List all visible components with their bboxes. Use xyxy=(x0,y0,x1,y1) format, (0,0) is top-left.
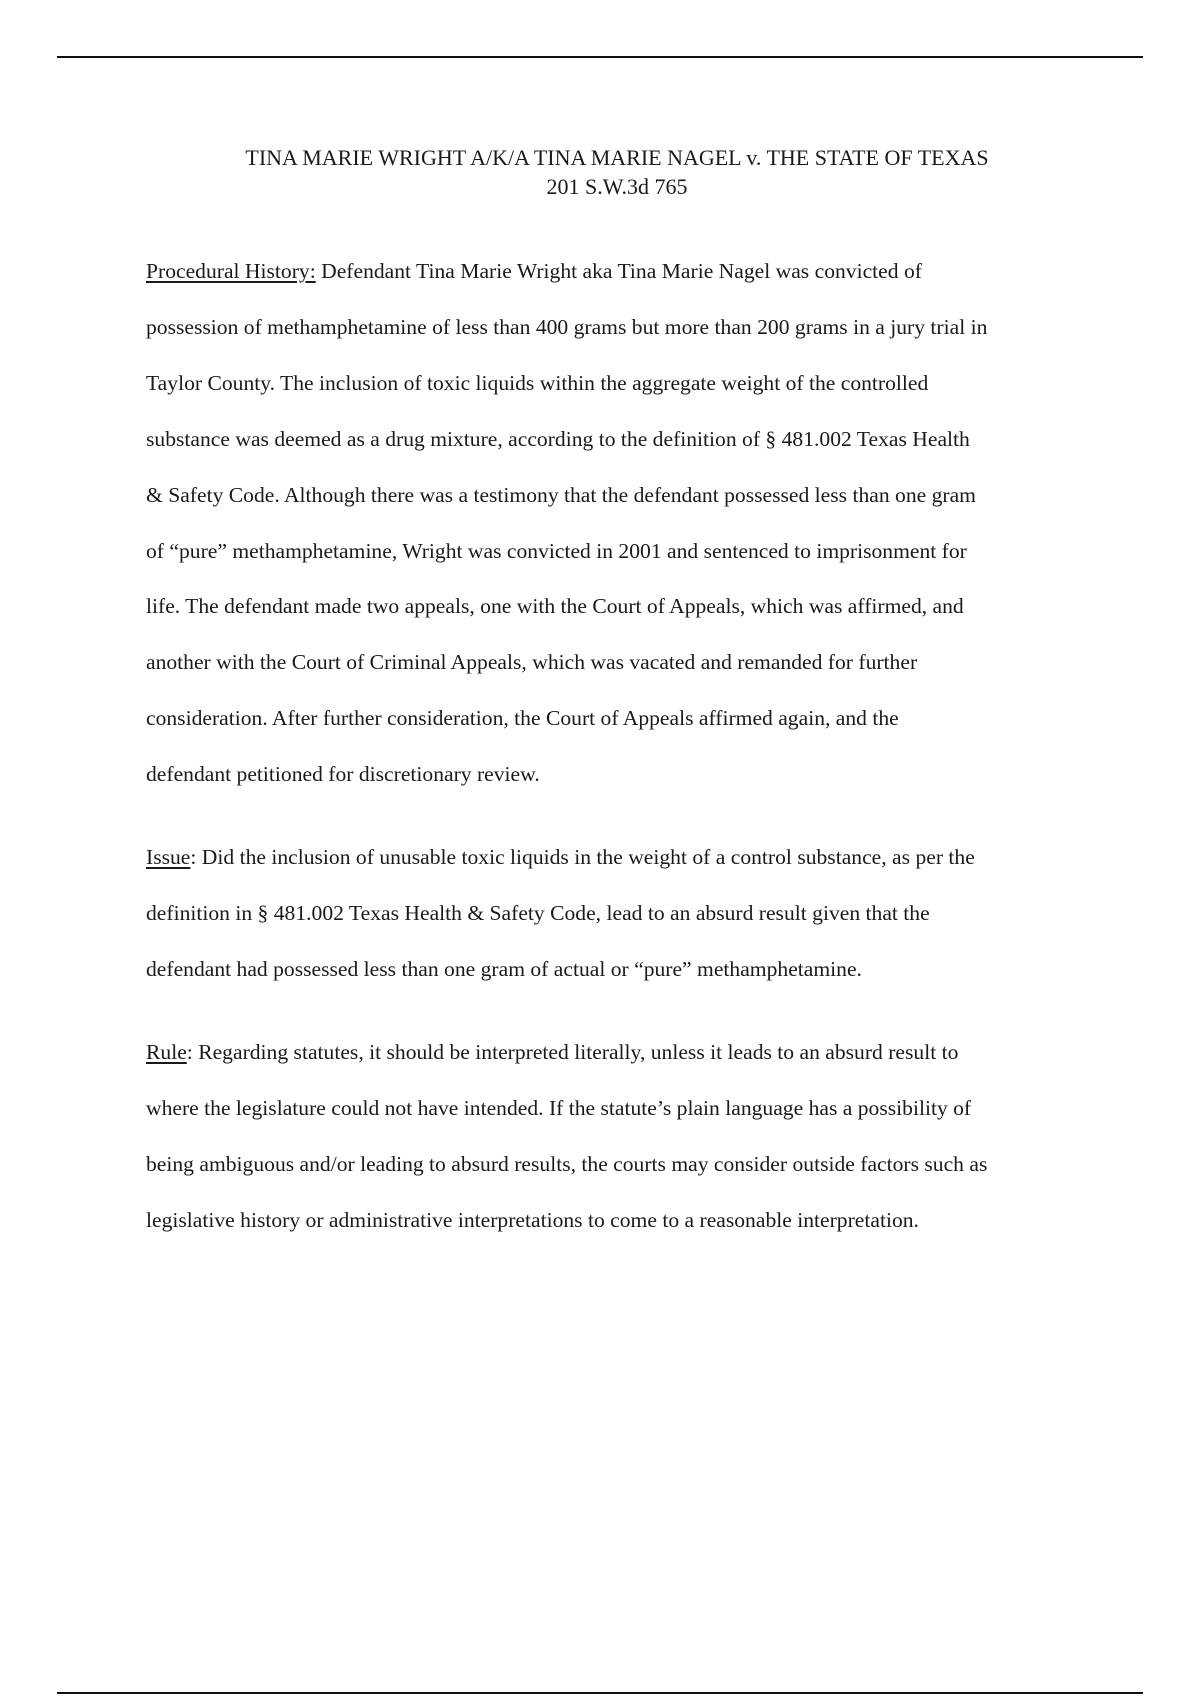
paragraph-line: possession of methamphetamine of less than 400 grams but more than 200 grams in a jury trial in xyxy=(146,314,988,339)
bottom-rule-line xyxy=(57,1692,1143,1694)
issue-section xyxy=(146,830,1096,998)
paragraph-line: definition in § 481.002 Texas Health & Safety Code, lead to an absurd result given that the xyxy=(146,900,930,925)
paragraph-line: defendant had possessed less than one gram of actual or “pure” methamphetamine. xyxy=(146,956,862,981)
paragraph-line xyxy=(146,830,1096,886)
rule-label: Rule xyxy=(146,1040,187,1064)
issue-label: Issue xyxy=(146,845,191,869)
paragraph-line: defendant petitioned for discretionary review. xyxy=(146,762,540,787)
case-header xyxy=(0,143,1200,201)
case-title: TINA MARIE WRIGHT A/K/A TINA MARIE NAGEL v. THE STATE OF TEXAS xyxy=(245,145,989,170)
paragraph-line: being ambiguous and/or leading to absurd results, the courts may consider outside factors such as xyxy=(146,1151,988,1176)
paragraph-line: Taylor County. The inclusion of toxic liquids within the aggregate weight of the controlled xyxy=(146,370,929,395)
procedural-history-section xyxy=(146,244,1096,803)
paragraph-line-text: : Did the inclusion of unusable toxic liquids in the weight of a control substance, as per the xyxy=(190,845,975,869)
paragraph-line xyxy=(146,1025,1096,1081)
paragraph-line: of “pure” methamphetamine, Wright was convicted in 2001 and sentenced to imprisonment for xyxy=(146,538,967,563)
case-citation: 201 S.W.3d 765 xyxy=(546,174,688,199)
paragraph-line: & Safety Code. Although there was a testimony that the defendant possessed less than one gram xyxy=(146,482,976,507)
paragraph-line: substance was deemed as a drug mixture, according to the definition of § 481.002 Texas Health xyxy=(146,426,970,451)
procedural-history-paragraph xyxy=(146,244,1096,803)
paragraph-line-text: Defendant Tina Marie Wright aka Tina Marie Nagel was convicted of xyxy=(315,259,922,283)
procedural-history-label: Procedural History: xyxy=(146,259,316,283)
paragraph-line: where the legislature could not have intended. If the statute’s plain language has a possibility of xyxy=(146,1095,972,1120)
paragraph-line: consideration. After further consideration, the Court of Appeals affirmed again, and the xyxy=(146,706,899,731)
paragraph-line: life. The defendant made two appeals, one with the Court of Appeals, which was affirmed, and xyxy=(146,594,964,619)
paragraph-line-text: : Regarding statutes, it should be interpreted literally, unless it leads to an absurd result to xyxy=(186,1040,959,1064)
rule-paragraph xyxy=(146,1025,1096,1249)
paragraph-line: another with the Court of Criminal Appeals, which was vacated and remanded for further xyxy=(146,650,918,675)
top-rule-line xyxy=(57,56,1143,58)
paragraph-line: legislative history or administrative interpretations to come to a reasonable interpretation. xyxy=(146,1207,919,1232)
paragraph-line xyxy=(146,244,1096,300)
issue-paragraph xyxy=(146,830,1096,998)
rule-section xyxy=(146,1025,1096,1249)
